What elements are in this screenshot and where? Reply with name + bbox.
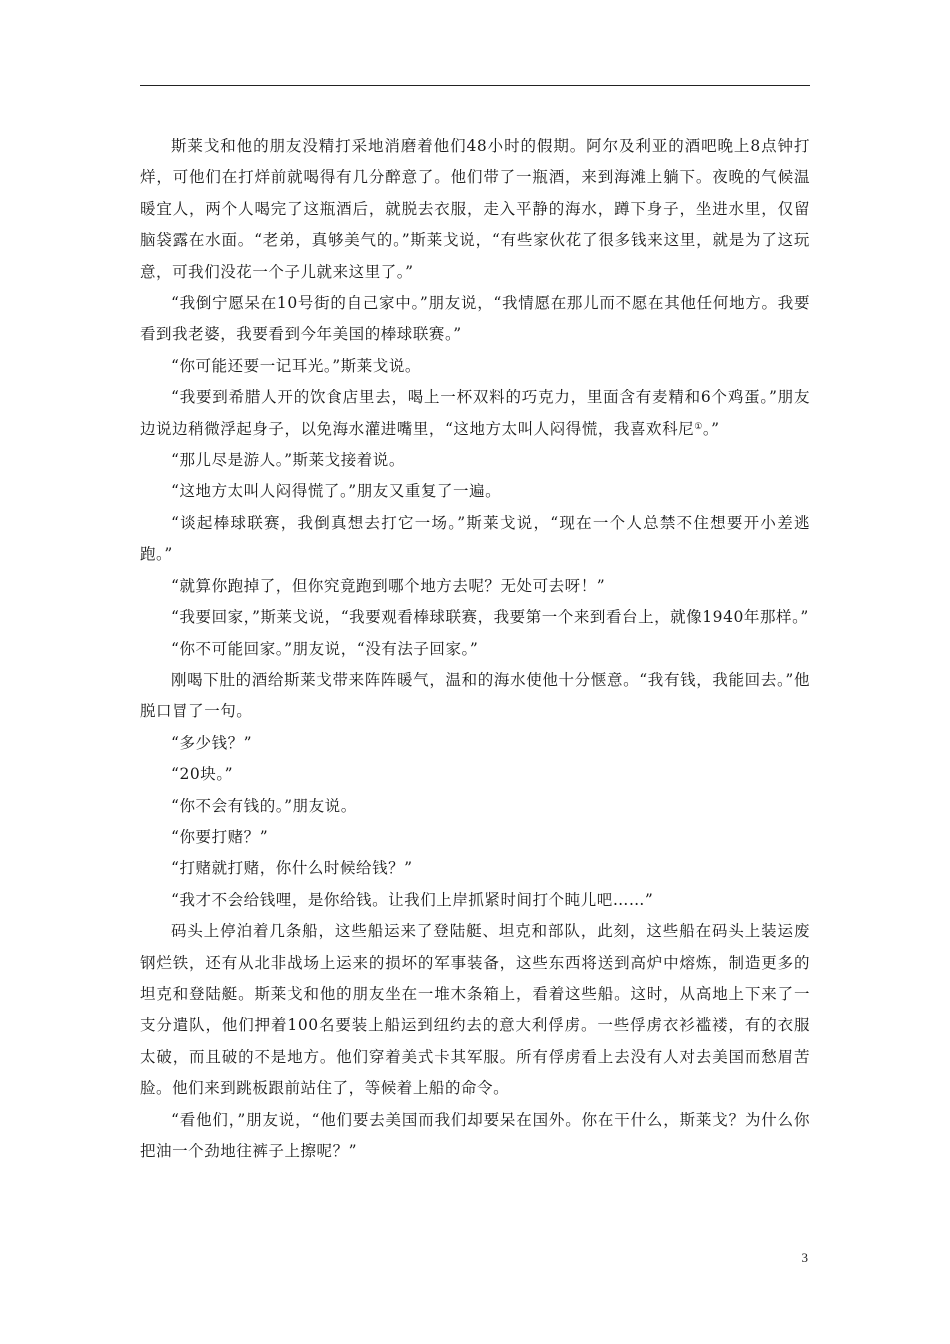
paragraph-17: “我才不会给钱哩，是你给钱。让我们上岸抓紧时间打个盹儿吧……” bbox=[171, 890, 654, 909]
story-text bbox=[140, 131, 810, 1167]
paragraph-13: “20块。” bbox=[171, 765, 234, 784]
paragraph-7: “谈起棒球联赛，我倒真想去打它一场。”斯莱戈说，“现在一个人总禁不住想要开小差逃跑。” bbox=[140, 513, 810, 564]
paragraph-16: “打赌就打赌，你什么时候给钱？” bbox=[171, 859, 413, 878]
paragraph-2: “我倒宁愿呆在10号街的自己家中。”朋友说，“我情愿在那儿而不愿在其他任何地方。我要看到我老婆，我要看到今年美国的棒球联赛。” bbox=[140, 294, 810, 344]
paragraph-4 bbox=[140, 382, 810, 445]
paragraph-14: “你不会有钱的。”朋友说。 bbox=[171, 796, 357, 815]
paragraph-3: “你可能还要一记耳光。”斯莱戈说。 bbox=[171, 356, 421, 375]
footnote-marker: ① bbox=[694, 421, 703, 432]
paragraph-9: “我要回家，”斯莱戈说，“我要观看棒球联赛，我要第一个来到看台上，就像1940年那样。” bbox=[171, 608, 809, 627]
paragraph-5: “那儿尽是游人。”斯莱戈接着说。 bbox=[171, 451, 405, 470]
page-number: 3 bbox=[801, 1250, 808, 1265]
paragraph-12: “多少钱？” bbox=[171, 733, 253, 752]
header-rule bbox=[140, 85, 810, 86]
paragraph-19: “看他们，”朋友说，“他们要去美国而我们却要呆在国外。你在干什么，斯莱戈？为什么你把油一个劲地往裤子上擦呢？” bbox=[140, 1110, 810, 1160]
paragraph-15: “你要打赌？” bbox=[171, 827, 269, 846]
paragraph-10: “你不可能回家。”朋友说，“没有法子回家。” bbox=[171, 639, 479, 658]
paragraph-4-text: “我要到希腊人开的饮食店里去，喝上一杯双料的巧克力，里面含有麦精和6个鸡蛋。”朋友边说边稍微浮起身子，以免海水灌进嘴里，“这地方太叫人闷得慌，我喜欢科尼 bbox=[140, 388, 810, 438]
paragraph-4-tail: 。” bbox=[702, 419, 720, 438]
paragraph-8: “就算你跑掉了，但你究竟跑到哪个地方去呢？无处可去呀！” bbox=[171, 576, 606, 595]
paragraph-6: “这地方太叫人闷得慌了。”朋友又重复了一遍。 bbox=[171, 482, 502, 501]
paragraph-1: 斯莱戈和他的朋友没精打采地消磨着他们48小时的假期。阿尔及利亚的酒吧晚上8点钟打烊，可他们在打烊前就喝得有几分醉意了。他们带了一瓶酒，来到海滩上躺下。夜晚的气候温暖宜人，两个人喝完了这瓶酒后，就脱去衣服，走入平静的海水，蹲下身子，坐进水里，仅留脑袋露在水面。“老弟，真够美气的。”斯莱戈说，“有些家伙花了很多钱来这里，就是为了这玩意，可我们没花一个子儿就来这里了。” bbox=[140, 137, 810, 281]
paragraph-11: 刚喝下肚的酒给斯莱戈带来阵阵暖气，温和的海水使他十分惬意。“我有钱，我能回去。”他脱口冒了一句。 bbox=[140, 670, 810, 721]
paragraph-18: 码头上停泊着几条船，这些船运来了登陆艇、坦克和部队，此刻，这些船在码头上装运废钢烂铁，还有从北非战场上运来的损坏的军事装备，这些东西将送到高炉中熔炼，制造更多的坦克和登陆艇。斯莱戈和他的朋友坐在一堆木条箱上，看着这些船。这时，从高地上下来了一支分遣队，他们押着100名要装上船运到纽约去的意大利俘虏。一些俘虏衣衫褴褛，有的衣服太破，而且破的不是地方。他们穿着美式卡其军服。所有俘虏看上去没有人对去美国而愁眉苦脸。他们来到跳板跟前站住了，等候着上船的命令。 bbox=[140, 922, 810, 1098]
